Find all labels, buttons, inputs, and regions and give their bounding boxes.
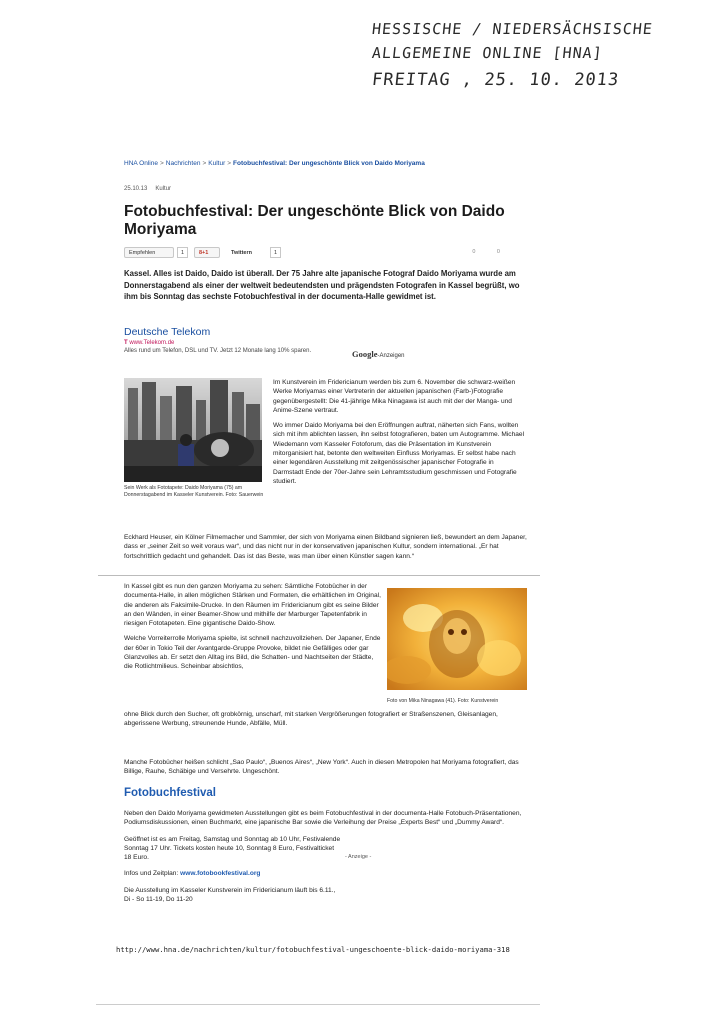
paragraph: ohne Blick durch den Sucher, oft grobkörnig, unscharf, mit starken Vergrößerungen fotografiert er Straßenszenen, Gleisanlagen, abgerissene Werbung, streunende Hunde, Abfälle, Müll. [124, 711, 498, 728]
text-ad[interactable] [124, 326, 454, 359]
page-bottom-edge [96, 1004, 540, 1005]
info-links-label: Infos und Zeitplan: [124, 870, 181, 878]
social-share-bar [124, 247, 534, 261]
article-column-2 [124, 582, 382, 678]
scan-fold-line [98, 575, 540, 576]
breadcrumb-current[interactable]: Fotobuchfestival: Der ungeschönte Blick von Daido Moriyama [233, 160, 425, 167]
article-lead: Kassel. Alles ist Daido, Daido ist überall. Der 75 Jahre alte japanische Fotograf Daido Moriyama wurde am Donnerstagabend als einer der weltweit bedeutendsten und prägendsten Fotografen in Kassel begrüßt, wo ihm bis Sonntag das sechste Fotobuchfestival in der documenta-Halle gewidmet ist. [124, 269, 520, 301]
info-paragraph: Neben den Daido Moriyama gewidmeten Ausstellungen gibt es beim Fotobuchfestival in der documenta-Halle Fotobuch-Präsentationen, Podiumsdiskussionen, einen Buchmarkt, eine japanische Bar sowie die Verleihung der Preise „Experts Best“ und „Dummy Award“. [124, 810, 522, 827]
article-photo-ninagawa[interactable] [387, 588, 527, 690]
facebook-like-label: Empfehlen [129, 249, 156, 256]
ad-marker: - Anzeige - [345, 854, 372, 860]
handwritten-note-line-1: HESSISCHE / NIEDERSÄCHSISCHE [371, 20, 654, 38]
share-counter-extra: 0 0 [472, 249, 510, 255]
google-wordmark: Google [352, 349, 378, 359]
article-date: 25.10.13 [124, 186, 148, 192]
article-photo-moriyama[interactable] [124, 378, 262, 482]
google-ads-label[interactable] [352, 349, 405, 359]
article-wide-paragraph-2 [124, 710, 534, 729]
photo-moriyama-image [124, 378, 262, 482]
festival-info [124, 809, 534, 911]
handwritten-note-date: FREITAG , 25. 10. 2013 [370, 70, 621, 90]
breadcrumb-separator: > [159, 160, 164, 167]
breadcrumb-separator: > [227, 160, 232, 167]
breadcrumb-item-hna-online[interactable]: HNA Online [124, 160, 158, 167]
section-heading-fotobuchfestival: Fotobuchfestival [124, 787, 217, 799]
photo-caption-ninagawa: Foto von Mika Ninagawa (41). Foto: Kunstverein [387, 698, 499, 704]
ad-url[interactable] [124, 340, 454, 346]
paragraph: Welche Vorreiterrolle Moriyama spielte, ist schnell nachzuvollziehen. Der Japaner, Ende der 60er in Tokio Teil der Avantgarde-Gruppe Provoke, bildet nie Gefälliges oder gar Glanzvolles ab. Er setzt den Alltag ins Bild, die Schatten- und Nachtseiten der Städte, die Rotlichtmilieus. Scheinbar absichtlos, [124, 635, 381, 671]
google-plus-button[interactable] [194, 247, 220, 258]
article-meta [124, 186, 171, 192]
telekom-t-icon: T [124, 340, 128, 346]
paragraph: In Kassel gibt es nun den ganzen Moriyama zu sehen: Sämtliche Fotobücher in der documenta-Halle, in allen möglichen Stärken und Formaten, die erhältlichen im Original, die anderen als Faksimile-Drucke. In den Räumen im Fridericianum gibt es seine Bilder an den Wänden, in einer Beamer-Show und mithilfe der Marburger Tapetenfabrik in riesigen Fototapeten. Eine gigantische Daido-Show. [124, 583, 381, 628]
paragraph: Wo immer Daido Moriyama bei den Eröffnungen auftrat, näherten sich Fans, wollten sich mit ihm ablichten lassen, ihn selbst fotografieren, baten um Autogramme. Michael Wiedemann vom Kasseler Fotoforum, das die Präsentation im Kunstverein mitorganisiert hat, betonte den weltweiten Einfluss Moriyamas. Er selbst habe nach einer legendären Ausstellung mit zeitgenössischer japanischer Fotografie in Darmstadt Ende der 70er-Jahre sein Lehramtsstudium geschmissen und Fotografie studiert. [273, 422, 525, 485]
ad-url-text: www.Telekom.de [129, 340, 175, 346]
handwritten-note-line-2: ALLGEMEINE ONLINE [HNA] [371, 44, 604, 62]
article-section: Kultur [155, 186, 172, 192]
google-plus-label: 8+1 [199, 249, 209, 256]
paragraph: Im Kunstverein im Fridericianum werden bis zum 6. November die schwarz-weißen Werke Moriyamas einer Vertreterin der aktuellen japanischen (Farb-)Fotografie gegenübergestellt: Die 41-jährige Mika Ninagawa ist auch mit der der Manga- und Anime-Szene vertraut. [273, 379, 516, 414]
article-wide-paragraph-1 [124, 533, 534, 561]
breadcrumb-separator: > [202, 160, 207, 167]
like-count: 1 [177, 247, 188, 258]
info-opening-hours: Geöffnet ist es am Freitag, Samstag und Sonntag ab 10 Uhr, Festivalende Sonntag 17 Uhr. Tickets kosten heute 10, Sonntag 8 Euro, Festivalticket 18 Euro. [124, 835, 341, 862]
festival-website-link[interactable]: www.fotobookfestival.org [180, 870, 261, 878]
ad-brand[interactable]: Deutsche Telekom [124, 326, 211, 338]
info-exhibition-dates: Die Ausstellung im Kasseler Kunstverein im Fridericianum läuft bis 6.11., Di - So 11-19, Do 11-20 [124, 886, 336, 904]
ad-text: Alles rund um Telefon, DSL und TV. Jetzt 12 Monate lang 10% sparen. [124, 348, 312, 354]
paragraph: Eckhard Heuser, ein Kölner Filmemacher und Sammler, der sich von Moriyama einen Bildband signieren ließ, bewundert an dem Japaner, dass er „seiner Zeit so weit voraus war“, und das nicht nur in der konservativen japanischen Kultur, sondern international. „Er hat fortschrittlich gedacht und gehandelt. Das ist das Beste, was man über einen Künstler sagen kann.“ [124, 534, 527, 560]
twitter-button[interactable] [227, 247, 269, 258]
tweet-count: 1 [270, 247, 281, 258]
photo-caption-moriyama: Sein Werk als Fototapete: Daido Moriyama (75) am Donnerstagabend im Kasseler Kunstverein. Foto: Sauerwein [124, 485, 264, 499]
twitter-label: Twittern [231, 249, 252, 256]
article-title: Fotobuchfestival: Der ungeschönte Blick von Daido Moriyama [124, 203, 505, 238]
breadcrumb-item-kultur[interactable]: Kultur [208, 160, 226, 167]
article-column-1 [273, 378, 525, 492]
breadcrumb [124, 160, 425, 167]
print-footer-url: http://www.hna.de/nachrichten/kultur/fotobuchfestival-ungeschoente-blick-daido-moriyama-318 [116, 945, 510, 954]
google-ads-suffix: -Anzeigen [377, 353, 405, 359]
info-links [124, 869, 534, 878]
article-wide-paragraph-3: Manche Fotobücher heißen schlicht „Sao Paulo“, „Buenos Aires“, „New York“. Auch in diesen Metropolen hat Moriyama fotografiert, das Billige, Rauhe, Schäbige und Versehrte. Ungeschönt. [124, 759, 519, 776]
breadcrumb-item-nachrichten[interactable]: Nachrichten [165, 160, 201, 167]
facebook-like-button[interactable] [124, 247, 174, 258]
photo-ninagawa-image [387, 588, 527, 690]
